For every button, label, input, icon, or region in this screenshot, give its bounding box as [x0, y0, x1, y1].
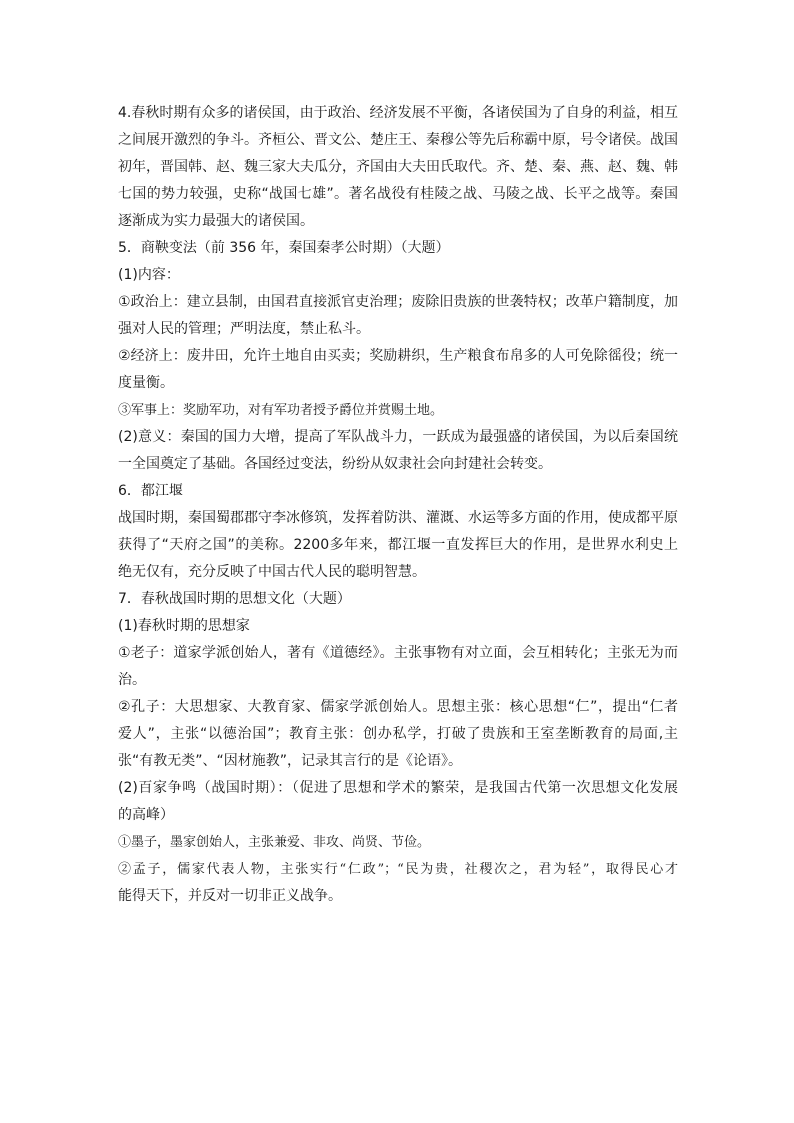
section-7-heading: 7．春秋战国时期的思想文化（大题）: [118, 591, 351, 607]
section-6-line-2: 获得了“天府之国”的美称。2200多年来，都江堰一直发挥巨大的作用，是世界水利史上: [118, 537, 678, 553]
section-5-economic-line-1: ②经济上：废井田，允许土地自由买卖；奖励耕织，生产粮食布帛多的人可免除徭役；统一: [118, 348, 678, 364]
section-5-economic-line-2: 度量衡。: [118, 375, 174, 391]
section-7-sub-2-heading-line-2: 的高峰）: [118, 807, 174, 823]
section-5-significance-line-2: 一全国奠定了基础。各国经过变法，纷纷从奴隶社会向封建社会转变。: [118, 456, 552, 472]
section-6-heading: 6．都江堰: [118, 483, 183, 499]
paragraph-4-line-3: 初年，晋国韩、赵、魏三家大夫瓜分，齐国由大夫田氏取代。齐、楚、秦、燕、赵、魏、韩: [118, 159, 678, 175]
paragraph-4-line-1: 4.春秋时期有众多的诸侯国，由于政治、经济发展不平衡，各诸侯国为了自身的利益，相互: [118, 105, 678, 121]
paragraph-4-line-4: 七国的势力较强，史称“战国七雄”。著名战役有桂陵之战、马陵之战、长平之战等。秦国: [118, 186, 678, 202]
section-5-significance-line-1: (2)意义：秦国的国力大增，提高了军队战斗力，一跃成为最强盛的诸侯国，为以后秦国统: [118, 429, 678, 445]
section-5-political-line-2: 强对人民的管理；严明法度，禁止私斗。: [118, 321, 370, 337]
section-7-mencius-line-2: 能得天下，并反对一切非正义战争。: [118, 888, 342, 904]
paragraph-4-line-2: 之间展开激烈的争斗。齐桓公、晋文公、楚庄王、秦穆公等先后称霸中原，号令诸侯。战国: [118, 132, 678, 148]
section-7-sub-1-heading: (1)春秋时期的思想家: [118, 618, 250, 634]
section-6-line-1: 战国时期，秦国蜀郡郡守李冰修筑，发挥着防洪、灌溉、水运等多方面的作用，使成都平原: [118, 510, 678, 526]
paragraph-4-line-5: 逐渐成为实力最强大的诸侯国。: [118, 213, 314, 229]
section-7-confucius-line-2: 爱人”，主张“以德治国”；教育主张：创办私学，打破了贵族和王室垄断教育的局面,主: [118, 726, 678, 742]
section-7-sub-2-heading-line-1: (2)百家争鸣（战国时期）：（促进了思想和学术的繁荣，是我国古代第一次思想文化发展: [118, 780, 678, 796]
section-5-military-line: ③军事上：奖励军功，对有军功者授予爵位并赏赐土地。: [118, 403, 444, 418]
section-7-confucius-line-1: ②孔子：大思想家、大教育家、儒家学派创始人。思想主张：核心思想“仁”，提出“仁者: [118, 699, 678, 715]
document-page: [118, 100, 678, 910]
section-7-mozi-line: ①墨子，墨家创始人，主张兼爱、非攻、尚贤、节俭。: [118, 835, 431, 850]
section-6-line-3: 绝无仅有，充分反映了中国古代人民的聪明智慧。: [118, 564, 426, 580]
section-7-mencius-line-1: ②孟子，儒家代表人物，主张实行“仁政”；“民为贵，社稷次之，君为轻”，取得民心才: [118, 862, 678, 877]
section-5-political-line-1: ①政治上：建立县制，由国君直接派官吏治理；废除旧贵族的世袭特权；改革户籍制度，加: [118, 294, 678, 310]
section-7-confucius-line-3: 张“有教无类”、“因材施教”，记录其言行的是《论语》。: [118, 753, 463, 769]
section-7-laozi-line-1: ①老子：道家学派创始人，著有《道德经》。主张事物有对立面，会互相转化；主张无为而: [118, 645, 678, 661]
section-7-laozi-line-2: 治。: [118, 672, 146, 688]
section-5-heading: 5．商鞅变法（前 356 年，秦国秦孝公时期）（大题）: [118, 240, 450, 256]
section-5-sub-1-heading: (1)内容：: [118, 267, 180, 283]
